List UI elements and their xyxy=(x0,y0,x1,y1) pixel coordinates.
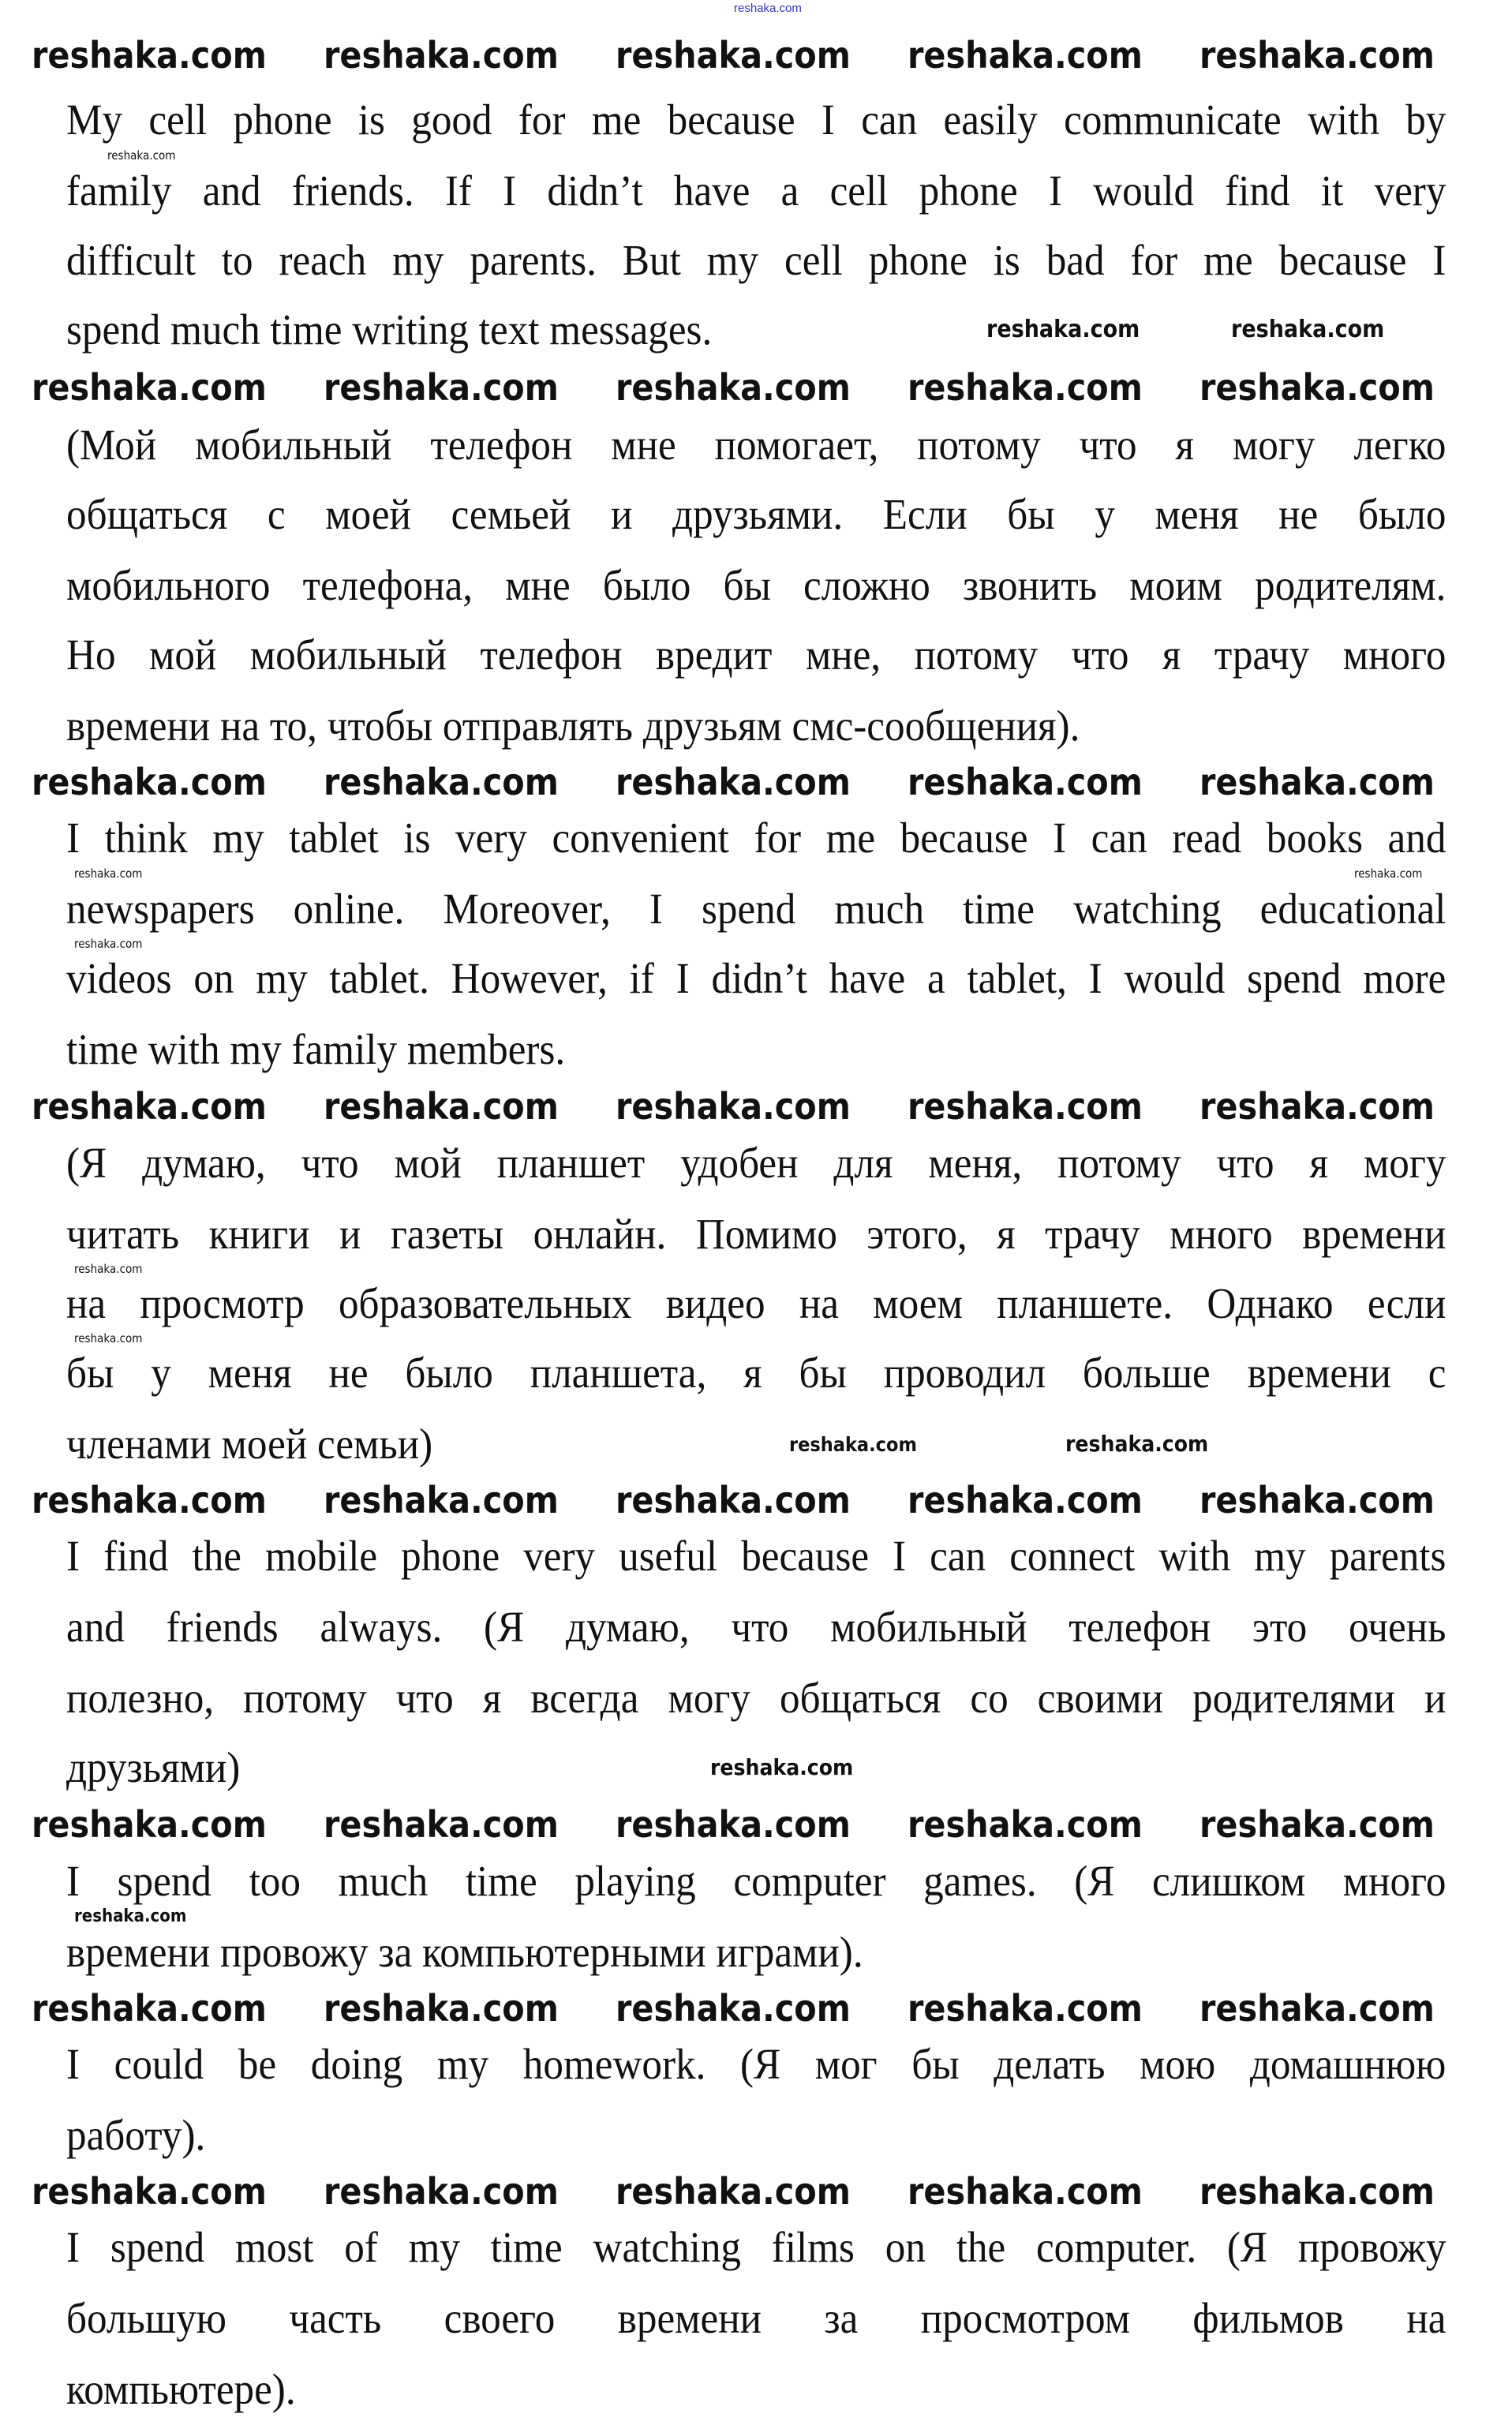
text-line: videos on my tablet. However, if I didn’t have a tablet, I would spend more xyxy=(66,954,1447,1002)
watermark: reshaka.com xyxy=(616,34,851,77)
watermark: reshaka.com xyxy=(616,366,851,409)
watermark: reshaka.com xyxy=(107,148,176,163)
text-line: spend much time writing text messages. xyxy=(66,305,713,354)
text-line: (Мой мобильный телефон мне помогает, потому что я могу легко xyxy=(66,421,1447,469)
watermark: reshaka.com xyxy=(1065,1431,1209,1457)
text-line: I find the mobile phone very useful because I can connect with my parents xyxy=(66,1532,1447,1580)
watermark: reshaka.com xyxy=(74,1330,143,1345)
watermark: reshaka.com xyxy=(1231,316,1385,343)
watermark: reshaka.com xyxy=(1199,366,1435,409)
text-line: времени провожу за компьютерными играми). xyxy=(66,1928,863,1976)
text-line: I could be doing my homework. (Я мог бы делать мою домашнюю xyxy=(66,2040,1447,2088)
watermark: reshaka.com xyxy=(324,34,559,77)
text-line: времени на то, чтобы отправлять друзьям смс-сообщения). xyxy=(66,702,1080,750)
watermark: reshaka.com xyxy=(32,1085,267,1128)
watermark: reshaka.com xyxy=(74,866,143,881)
text-line: I spend most of my time watching films on the computer. (Я провожу xyxy=(66,2223,1447,2271)
text-line: Но мой мобильный телефон вредит мне, потому что я трачу много xyxy=(66,631,1447,679)
watermark: reshaka.com xyxy=(908,34,1143,77)
watermark: reshaka.com xyxy=(324,1987,559,2030)
watermark: reshaka.com xyxy=(908,761,1143,803)
text-line: компьютере). xyxy=(66,2365,296,2413)
watermark: reshaka.com xyxy=(908,1987,1143,2030)
watermark: reshaka.com xyxy=(908,1803,1143,1846)
watermark: reshaka.com xyxy=(616,1085,851,1128)
watermark: reshaka.com xyxy=(74,1907,187,1926)
watermark: reshaka.com xyxy=(616,1987,851,2030)
watermark: reshaka.com xyxy=(908,2170,1143,2213)
watermark: reshaka.com xyxy=(324,1479,559,1521)
watermark: reshaka.com xyxy=(324,761,559,803)
watermark: reshaka.com xyxy=(1354,866,1423,881)
text-line: на просмотр образовательных видео на моем планшете. Однако если xyxy=(66,1279,1447,1327)
watermark: reshaka.com xyxy=(616,761,851,803)
watermark: reshaka.com xyxy=(32,34,267,77)
text-line: мобильного телефона, мне было бы сложно звонить моим родителям. xyxy=(66,561,1447,609)
text-line: большую часть своего времени за просмотром фильмов на xyxy=(66,2294,1447,2342)
text-line: and friends always. (Я думаю, что мобильный телефон это очень xyxy=(66,1603,1447,1651)
watermark: reshaka.com xyxy=(986,316,1140,343)
text-line: family and friends. If I didn’t have a cell phone I would find it very xyxy=(66,167,1447,215)
watermark: reshaka.com xyxy=(74,1261,143,1276)
watermark: reshaka.com xyxy=(1199,34,1435,77)
watermark: reshaka.com xyxy=(789,1432,917,1456)
watermark: reshaka.com xyxy=(1199,761,1435,803)
watermark: reshaka.com xyxy=(908,1479,1143,1521)
watermark: reshaka.com xyxy=(32,761,267,803)
watermark: reshaka.com xyxy=(32,366,267,409)
watermark: reshaka.com xyxy=(324,1803,559,1846)
text-line: бы у меня не было планшета, я бы проводил больше времени с xyxy=(66,1349,1447,1397)
text-line: друзьями) xyxy=(66,1743,241,1791)
watermark: reshaka.com xyxy=(32,1803,267,1846)
text-line: полезно, потому что я всегда могу общаться со своими родителями и xyxy=(66,1674,1447,1722)
watermark: reshaka.com xyxy=(1199,1085,1435,1128)
watermark: reshaka.com xyxy=(1199,1803,1435,1846)
text-line: My cell phone is good for me because I can easily communicate with by xyxy=(66,95,1447,144)
text-line: I think my tablet is very convenient for me because I can read books and xyxy=(66,814,1447,862)
text-line: time with my family members. xyxy=(66,1025,566,1073)
watermark: reshaka.com xyxy=(710,1754,854,1780)
watermark: reshaka.com xyxy=(324,2170,559,2213)
watermark: reshaka.com xyxy=(908,1085,1143,1128)
text-line: difficult to reach my parents. But my cell phone is bad for me because I xyxy=(66,236,1447,284)
text-line: читать книги и газеты онлайн. Помимо этого, я трачу много времени xyxy=(66,1210,1447,1258)
text-line: newspapers online. Moreover, I spend much time watching educational xyxy=(66,885,1447,933)
text-line: членами моей семьи) xyxy=(66,1420,433,1468)
watermark: reshaka.com xyxy=(616,1479,851,1521)
watermark: reshaka.com xyxy=(32,1479,267,1521)
watermark: reshaka.com xyxy=(1199,1479,1435,1521)
watermark: reshaka.com xyxy=(32,2170,267,2213)
watermark: reshaka.com xyxy=(908,366,1143,409)
header-watermark: reshaka.com xyxy=(734,2,802,15)
text-line: I spend too much time playing computer games. (Я слишком много xyxy=(66,1857,1447,1905)
watermark: reshaka.com xyxy=(324,366,559,409)
watermark: reshaka.com xyxy=(1199,1987,1435,2030)
watermark: reshaka.com xyxy=(324,1085,559,1128)
watermark: reshaka.com xyxy=(32,1987,267,2030)
watermark: reshaka.com xyxy=(1199,2170,1435,2213)
text-line: (Я думаю, что мой планшет удобен для меня, потому что я могу xyxy=(66,1139,1447,1187)
text-line: работу). xyxy=(66,2111,206,2159)
watermark: reshaka.com xyxy=(616,2170,851,2213)
text-line: общаться с моей семьей и друзьями. Если бы у меня не было xyxy=(66,490,1447,538)
watermark: reshaka.com xyxy=(74,936,143,951)
watermark: reshaka.com xyxy=(616,1803,851,1846)
